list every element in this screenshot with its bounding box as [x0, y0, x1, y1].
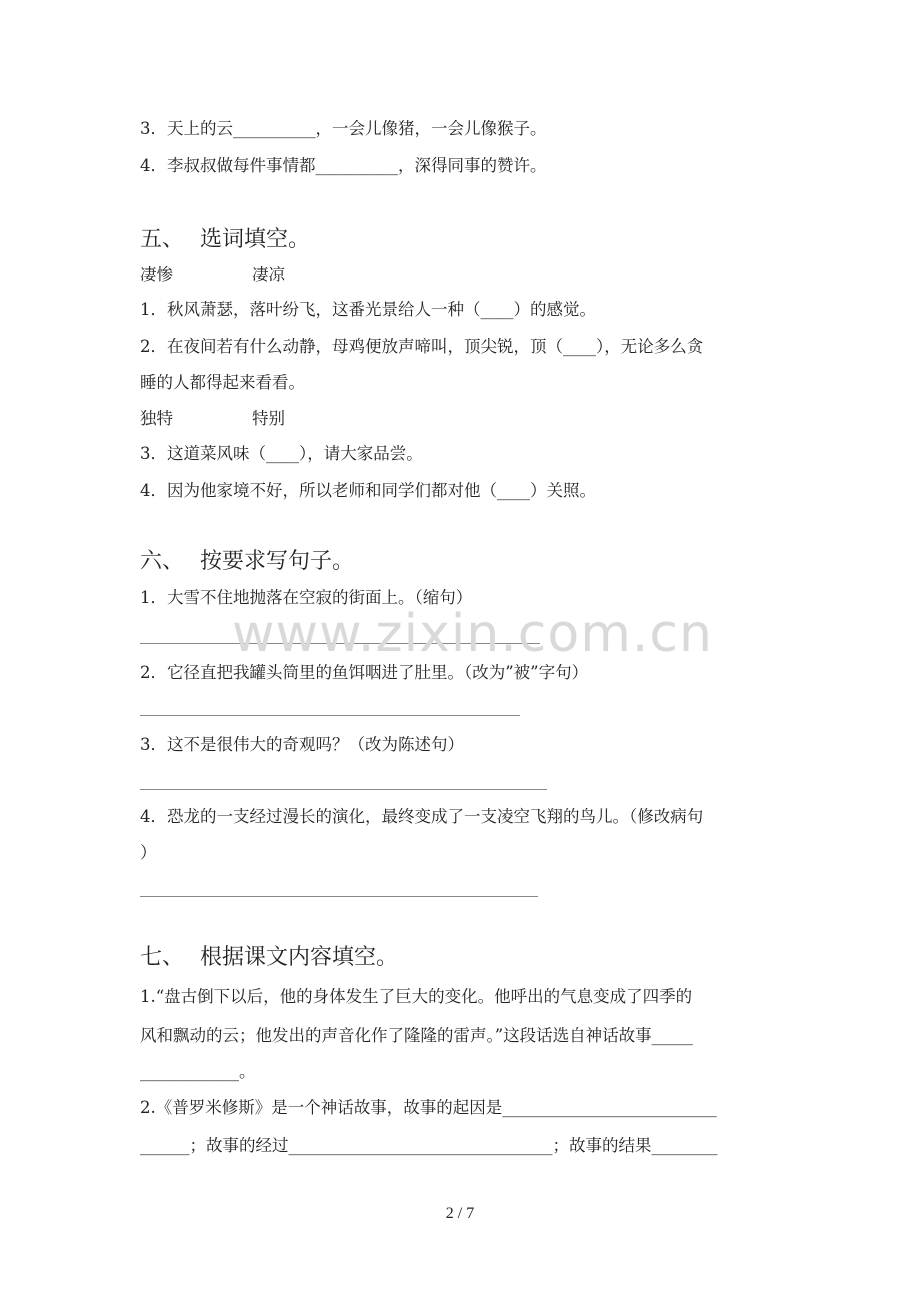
- question-line: 3．这道菜风味（____），请大家品尝。: [140, 444, 423, 463]
- question-line: 1．大雪不住地抛落在空寂的街面上。（缩句）: [140, 588, 473, 607]
- question-line: 4．因为他家境不好，所以老师和同学们都对他（____）关照。: [140, 481, 596, 500]
- section-number: 五、: [140, 227, 185, 252]
- answer-line: [140, 789, 547, 790]
- question-line: 2．它径直把我罐头筒里的鱼饵咽进了肚里。（改为”被”字句）: [140, 663, 589, 682]
- question-line: 睡的人都得起来看看。: [140, 373, 305, 392]
- question-line: 3．这不是很伟大的奇观吗？（改为陈述句）: [140, 735, 464, 754]
- question-line: 1．秋风萧瑟，落叶纷飞，这番光景给人一种（____）的感觉。: [140, 300, 596, 319]
- section-title: 选词填空。: [200, 227, 311, 252]
- question-line: 4．李叔叔做每件事情都__________，深得同事的赞许。: [140, 156, 547, 175]
- answer-line: [140, 896, 538, 897]
- section-heading-6: [140, 544, 354, 575]
- question-line: ______；故事的经过________________________________；故事的结果________: [140, 1136, 718, 1155]
- section-title: 按要求写句子。: [200, 549, 355, 574]
- section-heading-5: [140, 222, 310, 253]
- section-number: 六、: [140, 549, 185, 574]
- question-line: 2．在夜间若有什么动静，母鸡便放声啼叫，顶尖锐，顶（____），无论多么贪: [140, 337, 704, 356]
- word-choices: [140, 408, 285, 430]
- word-choices: [140, 264, 285, 286]
- answer-line: [140, 715, 520, 716]
- question-line: 2.《普罗米修斯》是一个神话故事，故事的起因是__________________________: [140, 1098, 717, 1117]
- word-choice: 独特: [140, 409, 173, 428]
- question-line: 风和飘动的云；他发出的声音化作了隆隆的雷声。”这段话选自神话故事_____: [140, 1026, 693, 1045]
- word-choice: 特别: [252, 409, 285, 428]
- section-number: 七、: [140, 945, 185, 970]
- section-heading-7: [140, 940, 398, 971]
- word-choice: 凄凉: [252, 265, 285, 284]
- question-line: 4．恐龙的一支经过漫长的演化，最终变成了一支凌空飞翔的鸟儿。（修改病句: [140, 807, 704, 826]
- section-title: 根据课文内容填空。: [200, 945, 399, 970]
- question-line: 1.“盘古倒下以后，他的身体发生了巨大的变化。他呼出的气息变成了四季的: [140, 987, 693, 1006]
- page-number: 2 / 7: [445, 1205, 475, 1222]
- question-line: 3．天上的云__________，一会儿像猪，一会儿像猴子。: [140, 119, 547, 138]
- question-line: ____________。: [140, 1062, 256, 1081]
- word-choice: 凄惨: [140, 265, 173, 284]
- watermark: www.zixin.com.cn: [232, 604, 713, 664]
- question-line: ）: [140, 843, 157, 862]
